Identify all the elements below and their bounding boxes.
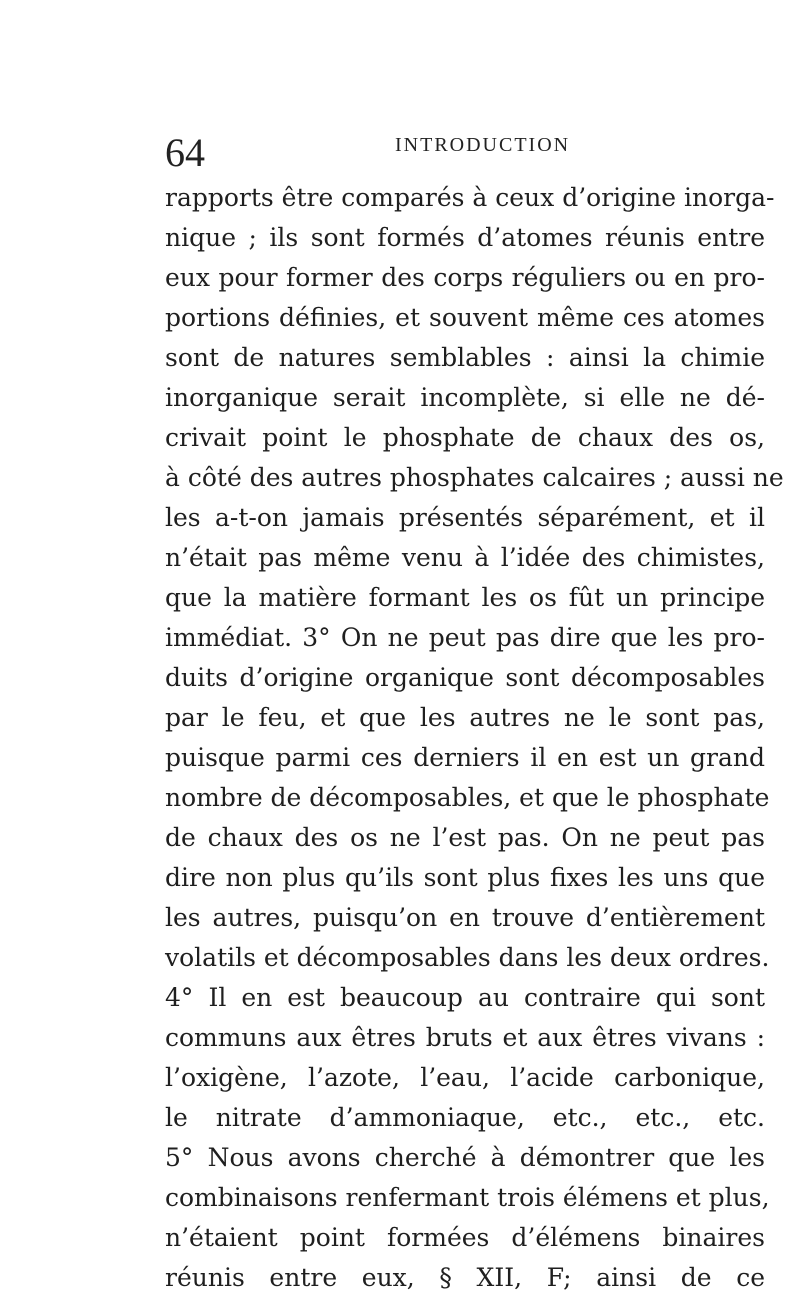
text-line: immédiat. 3° On ne peut pas dire que les pro- [165, 623, 765, 652]
text-line: puisque parmi ces derniers il en est un grand [165, 743, 765, 772]
text-line: dire non plus qu’ils sont plus fixes les uns que [165, 863, 765, 892]
text-line: que la matière formant les os fût un principe [165, 583, 765, 612]
text-line: inorganique serait incomplète, si elle ne dé- [165, 383, 765, 412]
text-line: nique ; ils sont formés d’atomes réunis entre [165, 223, 765, 252]
page-number: 64 [165, 130, 205, 175]
text-line: les autres, puisqu’on en trouve d’entièrement [165, 903, 765, 932]
text-line: n’étaient point formées d’élémens binaires [165, 1223, 765, 1252]
text-line: 5° Nous avons cherché à démontrer que les [165, 1143, 765, 1172]
text-line: nombre de décomposables, et que le phosphate [165, 783, 770, 812]
text-line: réunis entre eux, § XII, F; ainsi de ce [165, 1263, 765, 1292]
text-line: 4° Il en est beaucoup au contraire qui sont [165, 983, 765, 1012]
text-line: volatils et décomposables dans les deux ordres. [165, 943, 770, 972]
text-line: duits d’origine organique sont décomposables [165, 663, 765, 692]
text-line: combinaisons renfermant trois élémens et plus, [165, 1183, 770, 1212]
body-text [165, 178, 784, 1298]
text-line: crivait point le phosphate de chaux des os, [165, 423, 765, 452]
running-head: INTRODUCTION [395, 134, 571, 156]
text-line: l’oxigène, l’azote, l’eau, l’acide carbonique, [165, 1063, 765, 1092]
text-line: n’était pas même venu à l’idée des chimistes, [165, 543, 765, 572]
text-line: à côté des autres phosphates calcaires ; aussi ne [165, 463, 784, 492]
page-header [165, 128, 765, 178]
text-line: par le feu, et que les autres ne le sont pas, [165, 703, 765, 732]
text-line: portions définies, et souvent même ces atomes [165, 303, 765, 332]
text-line: les a-t-on jamais présentés séparément, et il [165, 503, 765, 532]
text-line: sont de natures semblables : ainsi la chimie [165, 343, 765, 372]
text-line: le nitrate d’ammoniaque, etc., etc., etc. [165, 1103, 765, 1132]
text-line: de chaux des os ne l’est pas. On ne peut pas [165, 823, 765, 852]
text-line: communs aux êtres bruts et aux êtres vivans : [165, 1023, 765, 1052]
text-line: rapports être comparés à ceux d’origine inorga- [165, 183, 775, 212]
text-line: eux pour former des corps réguliers ou en pro- [165, 263, 765, 292]
